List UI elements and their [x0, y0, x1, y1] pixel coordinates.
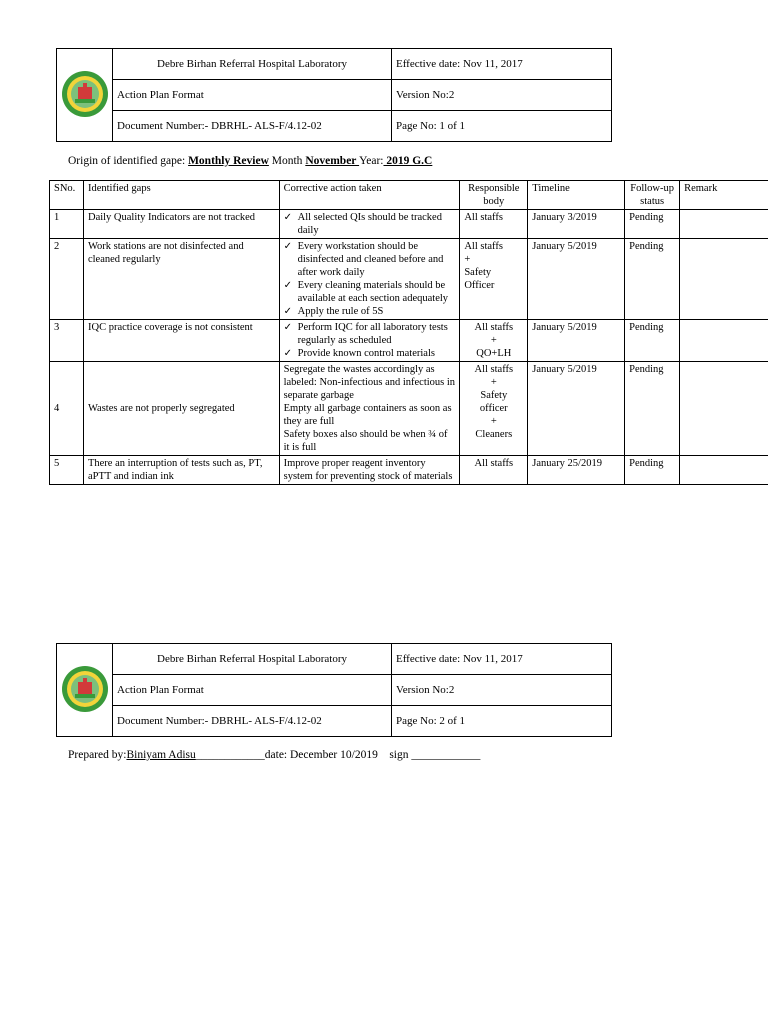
document-number: Document Number:- DBRHL- ALS-F/4.12-02 — [113, 706, 392, 737]
prepared-date: date: December 10/2019 — [264, 749, 378, 761]
table-row — [50, 456, 768, 485]
signature-blank: ____________ — [411, 749, 481, 761]
table-row — [50, 320, 768, 362]
effective-date: Effective date: Nov 11, 2017 — [392, 49, 612, 80]
col-responsible: Responsible body — [460, 181, 528, 210]
lab-name: Debre Birhan Referral Hospital Laboratory — [113, 644, 392, 675]
logo-cell — [57, 49, 113, 142]
origin-year-label: Year: — [359, 155, 384, 167]
row-timeline: January 3/2019 — [528, 210, 625, 239]
row-actions — [279, 456, 460, 485]
row-status: Pending — [625, 210, 680, 239]
col-action: Corrective action taken — [279, 181, 460, 210]
origin-month-label: Month — [268, 155, 306, 167]
action-text: Segregate the wastes accordingly as labeled: Non-infectious and infectious in separate garbage — [283, 364, 456, 401]
row-timeline: January 5/2019 — [528, 239, 625, 320]
row-remark — [680, 456, 768, 485]
origin-month: November — [305, 155, 360, 167]
document-header-page-2 — [56, 643, 612, 737]
responsible-line: + — [490, 335, 497, 346]
origin-line — [68, 155, 432, 167]
table-row — [50, 210, 768, 239]
col-sno: SNo. — [50, 181, 84, 210]
hospital-logo-icon — [60, 664, 110, 714]
table-row — [50, 362, 768, 456]
lab-name: Debre Birhan Referral Hospital Laboratory — [113, 49, 392, 80]
row-sno: 1 — [50, 210, 84, 239]
row-responsible — [460, 362, 528, 456]
col-timeline: Timeline — [528, 181, 625, 210]
row-sno: 4 — [50, 362, 84, 456]
row-gap: Daily Quality Indicators are not tracked — [83, 210, 279, 239]
table-row — [50, 239, 768, 320]
row-timeline: January 5/2019 — [528, 320, 625, 362]
responsible-line: All staffs — [464, 241, 503, 252]
action-text: Improve proper reagent inventory system for preventing stock of materials — [283, 458, 453, 482]
action-plan-table — [49, 180, 768, 485]
action-item: ✓ Every cleaning materials should be available at each section adequately — [284, 279, 456, 305]
version: Version No:2 — [392, 675, 612, 706]
row-sno: 3 — [50, 320, 84, 362]
row-sno: 5 — [50, 456, 84, 485]
format-name: Action Plan Format — [113, 675, 392, 706]
responsible-line: QO+LH — [476, 348, 512, 359]
preparer-name: Biniyam Adisu — [126, 749, 196, 761]
effective-date: Effective date: Nov 11, 2017 — [392, 644, 612, 675]
row-actions — [279, 320, 460, 362]
row-responsible — [460, 320, 528, 362]
row-status: Pending — [625, 320, 680, 362]
row-actions — [279, 362, 460, 456]
row-remark — [680, 362, 768, 456]
preparer-name-blank: ____________ — [195, 749, 265, 761]
row-responsible — [460, 239, 528, 320]
responsible-line: Cleaners — [475, 429, 513, 440]
row-status: Pending — [625, 239, 680, 320]
action-text: Empty all garbage containers as soon as they are full — [283, 403, 452, 427]
row-gap: IQC practice coverage is not consistent — [83, 320, 279, 362]
action-text: Safety boxes also should be when ¾ of it is full — [283, 429, 448, 453]
row-timeline: January 25/2019 — [528, 456, 625, 485]
responsible-line: officer — [479, 403, 508, 414]
prepared-label: Prepared by: — [68, 749, 127, 761]
responsible-line: Safety — [480, 390, 508, 401]
page-number: Page No: 1 of 1 — [392, 111, 612, 142]
table-header-row — [50, 181, 768, 210]
document-header — [56, 48, 612, 142]
col-gaps: Identified gaps — [83, 181, 279, 210]
responsible-line: + — [490, 416, 497, 427]
version: Version No:2 — [392, 80, 612, 111]
logo-cell — [57, 644, 113, 737]
row-timeline: January 5/2019 — [528, 362, 625, 456]
responsible-line: All staffs — [474, 458, 514, 469]
action-item: ✓ All selected QIs should be tracked daily — [284, 211, 456, 237]
responsible-line: Safety — [464, 267, 492, 278]
col-remark: Remark — [680, 181, 768, 210]
action-item: ✓ Perform IQC for all laboratory tests regularly as scheduled — [284, 321, 456, 347]
row-responsible — [460, 456, 528, 485]
page-number: Page No: 2 of 1 — [392, 706, 612, 737]
responsible-line: All staffs — [464, 212, 503, 223]
origin-year: 2019 G.C — [383, 155, 433, 167]
responsible-line: + — [464, 254, 471, 265]
responsible-line: + — [490, 377, 497, 388]
row-gap: Wastes are not properly segregated — [83, 362, 279, 456]
format-name: Action Plan Format — [113, 80, 392, 111]
row-remark — [680, 320, 768, 362]
row-remark — [680, 210, 768, 239]
action-item: ✓ Every workstation should be disinfected and cleaned before and after work daily — [284, 240, 456, 279]
responsible-line: All staffs — [474, 364, 514, 375]
action-item: ✓ Provide known control materials — [284, 347, 456, 360]
row-actions — [279, 239, 460, 320]
row-status: Pending — [625, 362, 680, 456]
prepared-by-line — [68, 749, 480, 761]
document-number: Document Number:- DBRHL- ALS-F/4.12-02 — [113, 111, 392, 142]
hospital-logo-icon — [60, 69, 110, 119]
row-gap: There an interruption of tests such as, PT, aPTT and indian ink — [83, 456, 279, 485]
row-responsible — [460, 210, 528, 239]
col-followup: Follow-up status — [625, 181, 680, 210]
row-remark — [680, 239, 768, 320]
action-item: ✓ Apply the rule of 5S — [284, 305, 456, 318]
row-actions — [279, 210, 460, 239]
row-sno: 2 — [50, 239, 84, 320]
responsible-line: Officer — [464, 280, 495, 291]
row-gap: Work stations are not disinfected and cleaned regularly — [83, 239, 279, 320]
sign-label: sign — [389, 749, 412, 761]
origin-review: Monthly Review — [188, 155, 269, 167]
origin-prefix: Origin of identified gape: — [68, 155, 189, 167]
responsible-line: All staffs — [474, 322, 514, 333]
row-status: Pending — [625, 456, 680, 485]
